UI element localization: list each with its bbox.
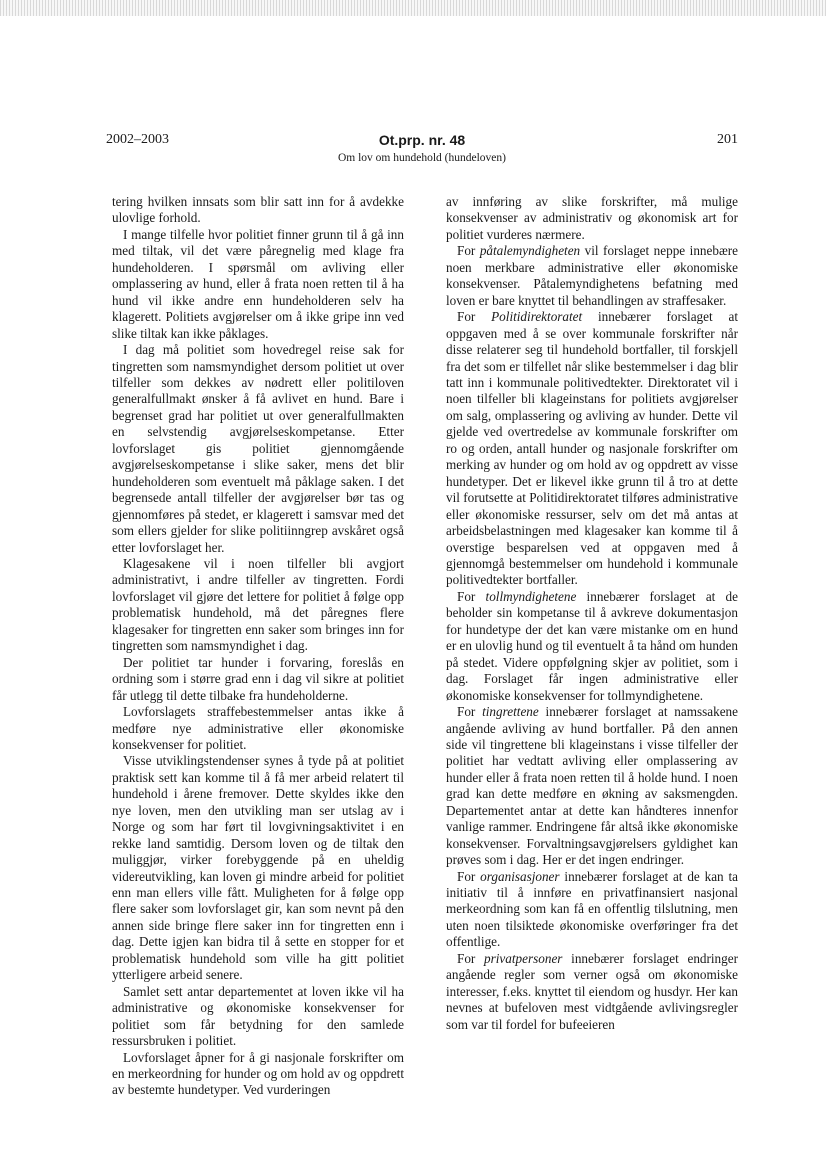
paragraph-tingrettene: For tingrettene innebærer forslaget at namssakene angående avliving av hund bortfaller. På den annen side vil tingrettene bli klageinstans i visse tilfeller der politiet har vedtatt avliving eller omplassering av hunder eller å frata noen retten til å holde hund. I noen grad kan dette medføre en økning av saksmengden. Departementet antar at dette kan håndteres innenfor vanlige rammer. Endringene får altså ikke økonomiske konsekvenser. Forvaltningsavgjørelsers gyldighet kan prøves som i dag. Her er det ingen endringer. <box>446 704 738 868</box>
paragraph: I dag må politiet som hovedregel reise sak for tingretten som namsmyndighet dersom politiet ut over tilfeller som dekkes av nødrett eller politiloven generalfullmakt ønsker å få avlivet en hund. Bare i begrenset grad har politiet ut over generalfullmakten en selvstendig avgjørelseskompetanse. Etter lovforslaget gis politiet gjennomgående avgjørelseskompetanse i slike saker, mens det blir hundeholderen som eventuelt må påklage saken. I det begrensede antall tilfeller der avgjørelser bør tas og gjennomføres på stedet, er klagerett i samsvar med det som ellers gjelder for slike politiinngrep avskåret også etter lovforslaget her. <box>112 342 404 555</box>
emphasis-term: Politidirektoratet <box>491 309 583 325</box>
document-subtitle: Om lov om hundehold (hundeloven) <box>337 152 506 164</box>
session-year: 2002–2003 <box>106 132 169 147</box>
emphasis-term: privatpersoner <box>484 950 563 966</box>
emphasis-term: tollmyndighetene <box>485 588 577 604</box>
emphasis-term: organisasjoner <box>480 868 560 884</box>
paragraph-organisasjoner: For organisasjoner innebærer forslaget at de kan ta initiativ til å innføre en privatfinansiert nasjonal merkeordning som kan få en offentlig tilslutning, men uten noen tilsiktede økonomiske overføringer fra det offentlige. <box>446 868 739 950</box>
paragraph: Der politiet tar hunder i forvaring, foreslås en ordning som i større grad enn i dag vil sikre at politiet får utlegg til dette tilbake fra hundeholderne. <box>112 654 404 703</box>
paragraph: tering hvilken innsats som blir satt inn for å avdekke ulovlige forhold. <box>112 194 404 226</box>
page-number: 201 <box>717 132 738 147</box>
paragraph: Samlet sett antar departementet at loven ikke vil ha administrative og økonomiske konsekvenser for politiet som får betydning for den samlede ressursbruken i politiet. <box>112 983 404 1049</box>
paragraph: Lovforslagets straffebestemmelser antas ikke å medføre nye administrative eller økonomiske konsekvenser for politiet. <box>112 704 404 752</box>
paragraph-pataleymndigheten: For påtalemyndigheten vil forslaget neppe innebære noen merkbare administrative eller økonomiske konsekvenser. Påtalemyndighetens befatning med loven er bare knyttet til behandlingen av straffesaker. <box>446 243 738 308</box>
paragraph: I mange tilfelle hvor politiet finner grunn til å gå inn med tiltak, vil det være påregnelig med klage fra hundeholderen. I spørsmål om avliving eller omplassering av hund, eller å frata noen retten til å ha hund vil ikke andre enn hundeholderen selv ha klagerett. Politiets avgjørelser om å ikke gripe inn ved slike tiltak kan ikke påklages. <box>112 226 404 341</box>
document-number: Ot.prp. nr. 48 <box>378 132 466 148</box>
paragraph: Lovforslaget åpner for å gi nasjonale forskrifter om en merkeordning for hunder og om hold av og oppdrett av bestemte hundetyper. Ved vurderingen <box>112 1049 404 1098</box>
paragraph: Klagesakene vil i noen tilfeller bli avgjort administrativt, i andre tilfeller av tingretten. Fordi lovforslaget vil gjøre det lettere for politiet å følge opp problematisk hundehold, må det påregnes flere klagesaker for tingretten enn saker som bringes inn for tingretten som namsmyndighet i dag. <box>112 555 404 654</box>
right-column <box>446 194 738 1033</box>
scan-edge-artifact <box>0 0 826 16</box>
paragraph: Visse utviklingstendenser synes å tyde på at politiet praktisk sett kan komme til å få mer arbeid relatert til hundehold i årene fremover. Dette skyldes ikke den nye loven, men den utvikling man ser utslag av i Norge og som har ført til lovgivningsaktivitet i en rekke land samtidig. Dersom loven og de tiltak den muliggjør, virker forebyggende på en uheldig videreutvikling, kan loven gi mindre arbeid for politiet enn man ellers ville fått. Muligheten for å følge opp flere saker som lovforslaget gir, kan som nevnt på den annen side bringe flere saker inn for tingretten enn i dag. Dette igjen kan bidra til å sette en stopper for et problematisk hundehold som ville ha gitt politiet ytterligere arbeid senere. <box>112 753 404 983</box>
paragraph-privatpersoner: For privatpersoner innebærer forslaget endringer angående regler som verner også om økonomiske interesser, f.eks. knyttet til eiendom og husdyr. Her kan nevnes at bufeloven mest vidtgående avlivingsregler som var til fordel for bufeeieren <box>446 950 738 1032</box>
emphasis-term: tingrettene <box>482 704 539 720</box>
page-header <box>106 132 738 172</box>
emphasis-term: påtalemyndigheten <box>479 243 581 259</box>
paragraph-politidirektoratet: For Politidirektoratet innebærer forslaget at oppgaven med å se over kommunale forskrifter når disse relaterer seg til hundehold bortfaller, til forskjell fra det som er tilfellet når slike bestemmelser i dag blir tatt inn i kommunale politivedtekter. Direktoratet vil i noen tilfeller bli klageinstans for politiets avgjørelser om salg, omplassering og avliving av hunder. Dette vil gjelde ved overtredelse av kommunale forskrifter om ro og orden, antall hunder og nasjonale forskrifter om merking av hunder og om hold av og oppdrett av visse hundetyper. Det er likevel ikke grunn til å tro at dette vil forutsette at Politidirektoratet tilføres administrative eller økonomiske ressurser, selv om det må antas at arbeidsbelastningen med klagesaker kan komme til å overstige besparelsen ved at oppgaven med å gjennomgå bestemmelser om hundehold i kommunale politivedtekter bortfaller. <box>446 309 738 588</box>
left-column <box>112 194 404 1099</box>
paragraph: av innføring av slike forskrifter, må mulige konsekvenser av administrativ og økonomisk art for politiet vurderes nærmere. <box>446 194 738 242</box>
paragraph-tollmyndighetene: For tollmyndighetene innebærer forslaget at de beholder sin kompetanse til å avkreve dokumentasjon for hundetype der det kan være mistanke om en hund er en ulovlig hund og til eventuelt å ta hånd om hunden på stedet. Videre oppfølgning skjer av politiet, som i dag. Forslaget får ingen administrative eller økonomiske konsekvenser for tollmyndighetene. <box>446 588 738 703</box>
